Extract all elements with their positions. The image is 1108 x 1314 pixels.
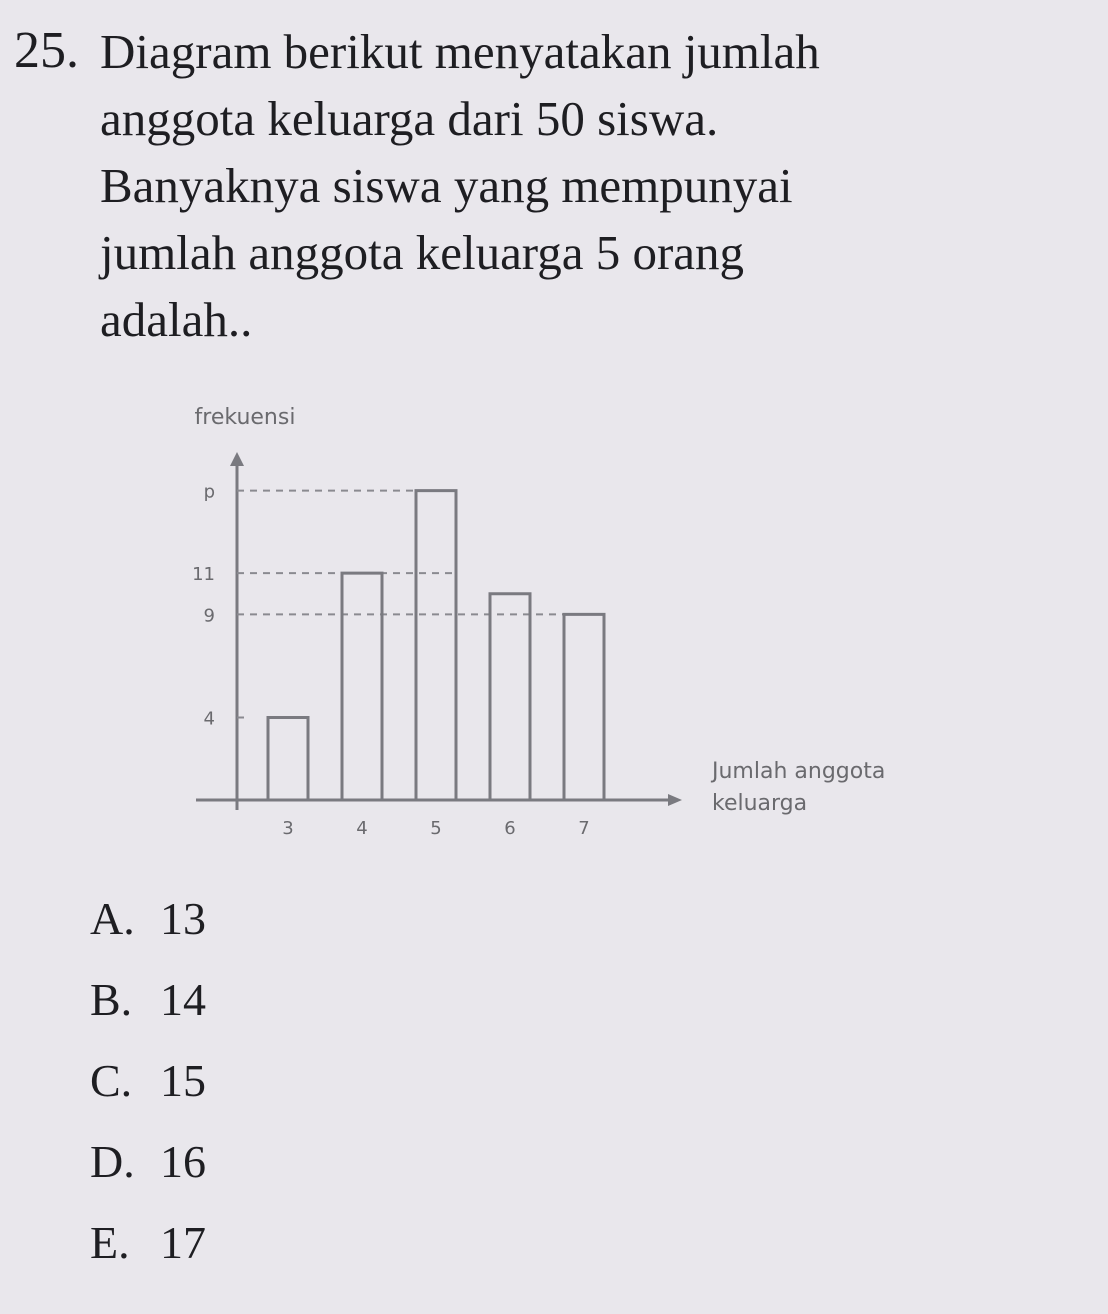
option-b[interactable] bbox=[90, 959, 206, 1040]
bar-4 bbox=[342, 573, 382, 800]
question-line: Banyaknya siswa yang mempunyai bbox=[100, 158, 793, 213]
y-tick-label: 4 bbox=[203, 708, 215, 730]
option-value: 16 bbox=[160, 1136, 206, 1187]
x-tick-label: 6 bbox=[504, 818, 516, 839]
bar-7 bbox=[564, 614, 604, 800]
option-e[interactable] bbox=[90, 1202, 206, 1283]
bar-5 bbox=[416, 491, 456, 800]
chart-svg bbox=[0, 390, 1108, 860]
question-line: jumlah anggota keluarga 5 orang bbox=[100, 225, 745, 280]
question-line: anggota keluarga dari 50 siswa. bbox=[100, 91, 719, 146]
question bbox=[14, 18, 1074, 353]
x-axis-label: keluarga bbox=[712, 791, 808, 816]
option-c[interactable] bbox=[90, 1040, 206, 1121]
option-d[interactable] bbox=[90, 1121, 206, 1202]
y-tick-label: 11 bbox=[192, 564, 215, 586]
option-letter: E. bbox=[90, 1217, 130, 1268]
x-axis-arrow bbox=[668, 794, 682, 806]
bar-chart bbox=[0, 390, 1108, 860]
y-tick-label: 9 bbox=[203, 605, 215, 627]
question-number: 25. bbox=[14, 22, 79, 79]
question-line: adalah.. bbox=[100, 292, 253, 347]
option-a[interactable] bbox=[90, 878, 206, 959]
bar-3 bbox=[268, 718, 308, 801]
option-value: 17 bbox=[160, 1217, 206, 1268]
option-letter: A. bbox=[90, 893, 135, 944]
y-axis-label: frekuensi bbox=[194, 405, 296, 430]
x-axis-label: Jumlah anggota bbox=[712, 759, 886, 784]
y-axis-arrow bbox=[230, 452, 244, 466]
question-text bbox=[100, 18, 980, 353]
option-letter: C. bbox=[90, 1055, 133, 1106]
option-value: 14 bbox=[160, 974, 206, 1025]
x-tick-label: 7 bbox=[578, 818, 590, 839]
option-value: 13 bbox=[160, 893, 206, 944]
x-tick-label: 3 bbox=[282, 818, 294, 839]
option-value: 15 bbox=[160, 1055, 206, 1106]
y-tick-label: p bbox=[203, 481, 215, 503]
answer-options bbox=[90, 878, 206, 1283]
x-tick-label: 5 bbox=[430, 818, 442, 839]
option-letter: B. bbox=[90, 974, 133, 1025]
bar-6 bbox=[490, 594, 530, 800]
option-letter: D. bbox=[90, 1136, 135, 1187]
x-tick-label: 4 bbox=[356, 818, 368, 839]
question-line: Diagram berikut menyatakan jumlah bbox=[100, 24, 820, 79]
